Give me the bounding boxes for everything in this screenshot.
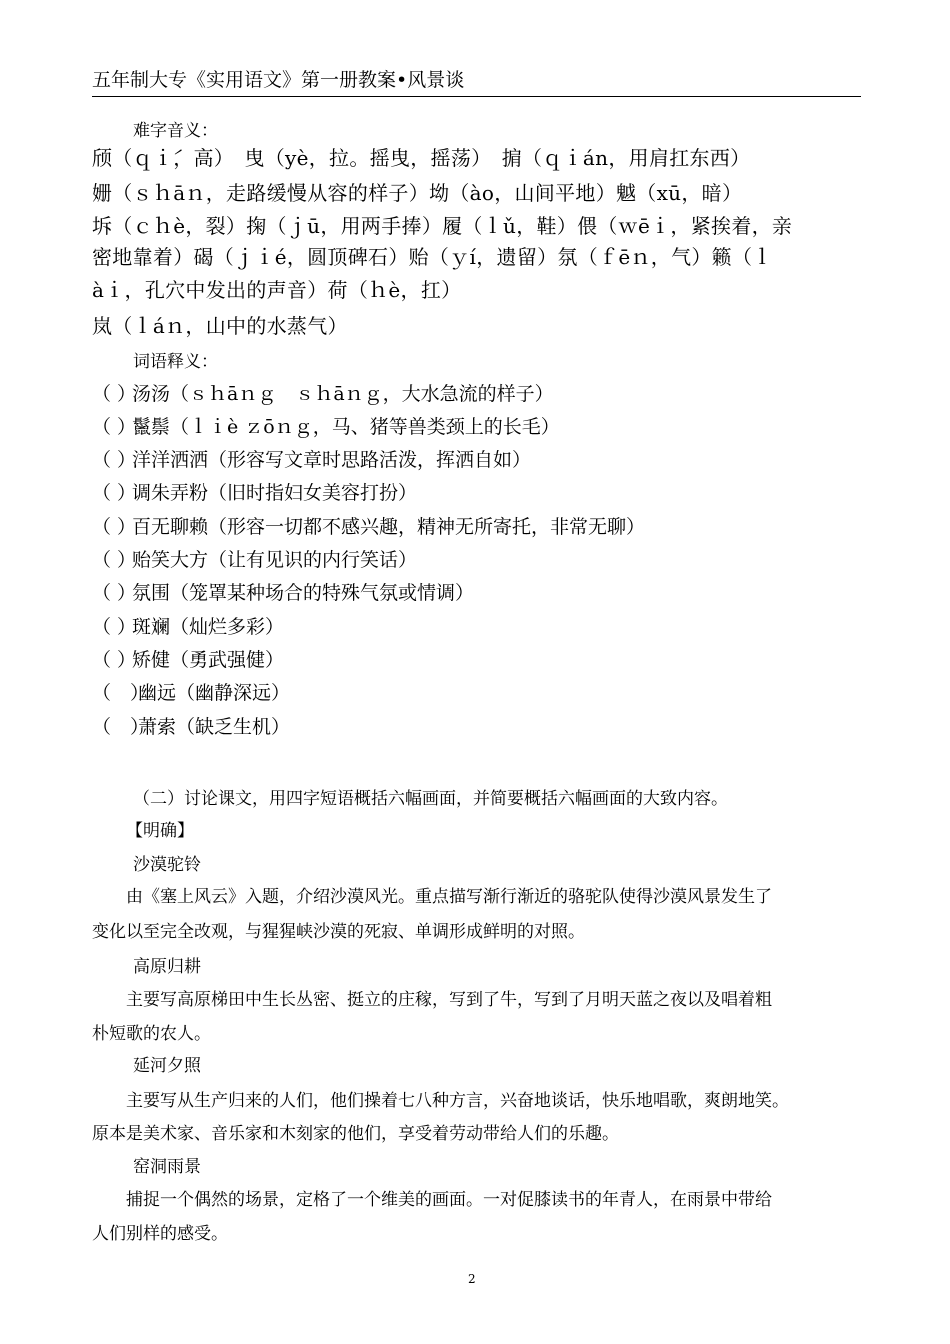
answer-blank: （ ） — [92, 516, 137, 538]
word-item — [92, 715, 290, 739]
word-text: 调朱弄粉（旧时指妇女美容打扮） — [132, 482, 418, 504]
page-number: 2 — [468, 1272, 476, 1286]
word-text: 洋洋洒洒（形容写文章时思路活泼，挥洒自如） — [132, 449, 532, 471]
scene-title: 延河夕照 — [133, 1056, 201, 1076]
word-item — [92, 448, 531, 472]
word-item — [92, 415, 560, 439]
discussion-question: （二）讨论课文，用四字短语概括六幅画面，并简要概括六幅画面的大致内容。 — [133, 789, 728, 809]
word-text: 贻笑大方（让有见识的内行笑话） — [132, 549, 418, 571]
scene-title: 窑洞雨景 — [133, 1157, 201, 1177]
char-gloss-line: 岚（ｌáｎ，山中的水蒸气） — [92, 314, 348, 338]
word-item — [92, 615, 284, 639]
answer-label: 【明确】 — [126, 821, 194, 841]
answer-blank: （ ） — [92, 582, 137, 604]
word-meaning-label: 词语释义： — [133, 352, 218, 372]
word-item — [92, 548, 417, 572]
word-item — [92, 581, 474, 605]
answer-blank: （ ） — [92, 383, 137, 405]
answer-blank: （ ） — [92, 416, 137, 438]
scene-description: 人们别样的感受。 — [92, 1224, 228, 1244]
scene-title: 高原归耕 — [133, 957, 201, 977]
scene-title: 沙漠驼铃 — [133, 855, 201, 875]
char-gloss-line: 姗（ｓｈāｎ，走路缓慢从容的样子）坳（ào，山间平地）魆（xū，暗） — [92, 181, 743, 205]
answer-blank: （ ） — [92, 716, 150, 738]
scene-description: 主要写从生产归来的人们，他们操着七八种方言，兴奋地谈话，快乐地唱歌，爽朗地笑。 — [126, 1091, 789, 1111]
word-text: 鬣鬃（ｌｉè ｚōｎｇ，马、猪等兽类颈上的长毛） — [132, 416, 560, 438]
word-text: 矫健（勇武强健） — [132, 649, 285, 671]
char-gloss-line: 密地靠着）碣（ｊｉé，圆顶碑石）贻（ｙí，遗留）氛（ｆēｎ，气）籁（ｌ — [92, 245, 773, 269]
answer-blank: （ ） — [92, 616, 137, 638]
word-item — [92, 481, 417, 505]
char-gloss-line: 颀（ｑｉ́，高） 曳（yè，拉。摇曳，摇荡） 掮（ｑｉán，用肩扛东西） — [92, 146, 751, 170]
scene-description: 变化以至完全改观，与猩猩峡沙漠的死寂、单调形成鲜明的对照。 — [92, 922, 585, 942]
word-item — [92, 515, 645, 539]
char-gloss-line: àｉ，孔穴中发出的声音）荷（ｈè，扛） — [92, 278, 462, 302]
word-text: 萧索（缺乏生机） — [138, 716, 291, 738]
word-text: 百无聊赖（形容一切都不感兴趣，精神无所寄托，非常无聊） — [132, 516, 646, 538]
answer-blank: （ ） — [92, 649, 137, 671]
answer-blank: （ ） — [92, 682, 150, 704]
scene-description: 捕捉一个偶然的场景，定格了一个维美的画面。一对促膝读书的年青人，在雨景中带给 — [126, 1190, 772, 1210]
answer-blank: （ ） — [92, 449, 137, 471]
word-text: 幽远（幽静深远） — [138, 682, 291, 704]
word-item — [92, 648, 284, 672]
scene-description: 原本是美术家、音乐家和木刻家的他们，享受着劳动带给人们的乐趣。 — [92, 1124, 619, 1144]
scene-description: 由《塞上风云》入题，介绍沙漠风光。重点描写渐行渐近的骆驼队使得沙漠风景发生了 — [126, 887, 772, 907]
word-text: 汤汤（ｓｈāｎｇ ｓｈāｎｇ，大水急流的样子） — [132, 383, 554, 405]
scene-description: 朴短歌的农人。 — [92, 1024, 211, 1044]
word-item — [92, 681, 290, 705]
header-divider — [92, 96, 861, 97]
difficult-chars-label: 难字音义： — [133, 121, 218, 141]
answer-blank: （ ） — [92, 482, 137, 504]
char-gloss-line: 坼（ｃｈè，裂）掬（ｊū，用两手捧）履（ｌǔ，鞋）偎（ｗēｉ，紧挨着，亲 — [92, 214, 793, 238]
scene-description: 主要写高原梯田中生长丛密、挺立的庄稼，写到了牛，写到了月明天蓝之夜以及唱着粗 — [126, 990, 772, 1010]
word-item — [92, 382, 554, 406]
word-text: 斑斓（灿烂多彩） — [132, 616, 285, 638]
page-header-title: 五年制大专《实用语文》第一册教案•风景谈 — [92, 69, 465, 91]
word-text: 氛围（笼罩某种场合的特殊气氛或情调） — [132, 582, 475, 604]
answer-blank: （ ） — [92, 549, 137, 571]
